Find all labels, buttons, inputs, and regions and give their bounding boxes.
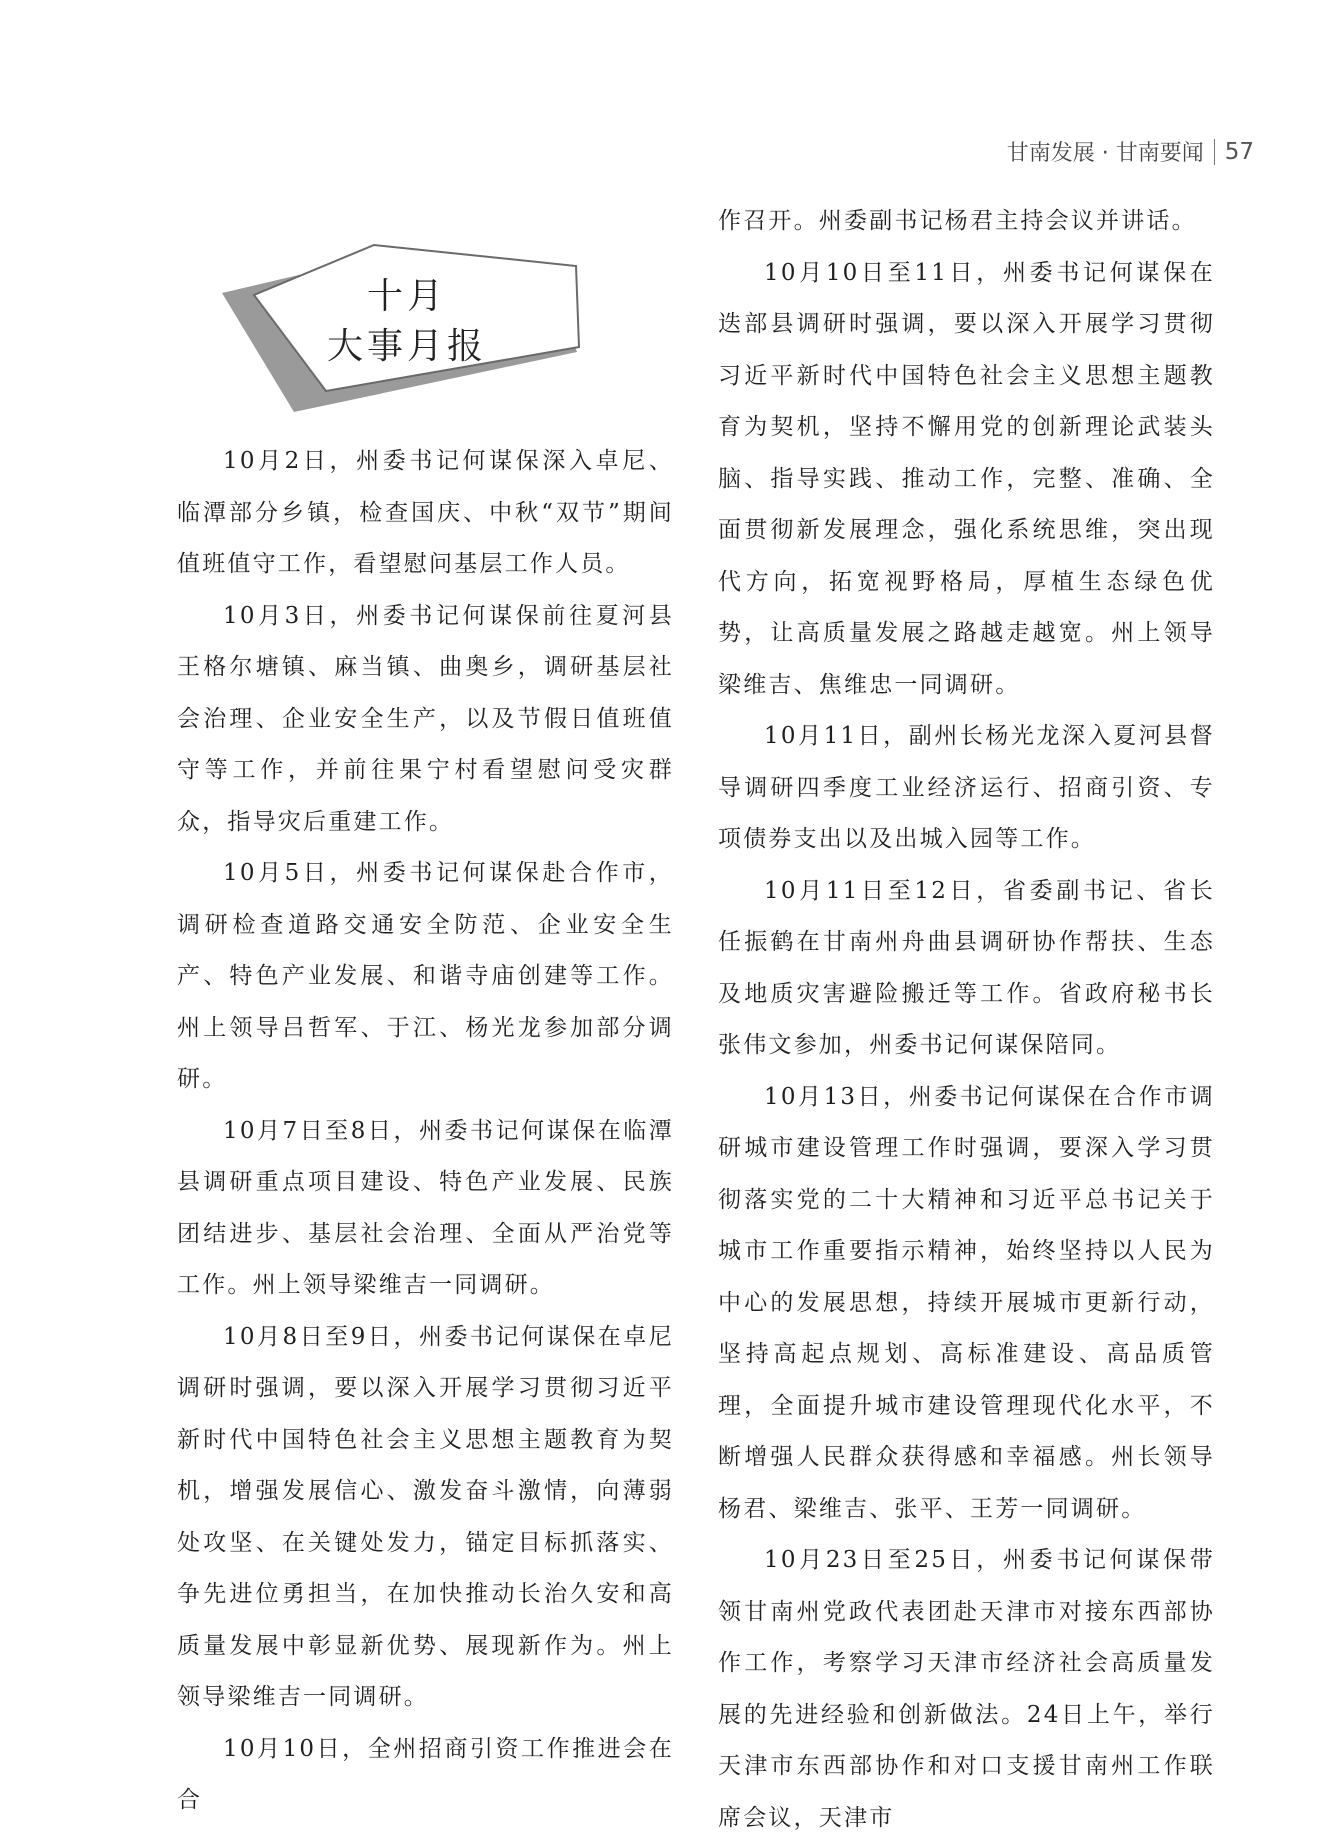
paragraph: 10月10日，全州招商引资工作推进会在合 [177,1735,674,1813]
page-number: 57 [1224,138,1254,165]
paragraph: 10月5日，州委书记何谋保赴合作市，调研检查道路交通安全防范、企业安全生产、特色产业发展、和谐寺庙创建等工作。州上领导吕哲军、于江、杨光龙参加部分调研。 [177,860,674,1092]
paragraph: 10月8日至9日，州委书记何谋保在卓尼调研时强调，要以深入开展学习贯彻习近平新时代中国特色社会主义思想主题教育为契机，增强发展信心、激发奋斗激情，向薄弱处攻坚、在关键处发力，锚定目标抓落实、争先进位勇担当，在加快推动长治久安和高质量发展中彰显新优势、展现新作为。州上领导梁维吉一同调研。 [177,1323,674,1710]
paragraph: 10月13日，州委书记何谋保在合作市调研城市建设管理工作时强调，要深入学习贯彻落实党的二十大精神和习近平总书记关于城市工作重要指示精神，始终坚持以人民为中心的发展思想，持续开展城市更新行动，坚持高起点规划、高标准建设、高品质管理，全面提升城市建设管理现代化水平，不断增强人民群众获得感和幸福感。州长领导杨君、梁维吉、张平、王芳一同调研。 [718,1083,1215,1522]
paragraph: 10月2日，州委书记何谋保深入卓尼、临潭部分乡镇，检查国庆、中秋“双节”期间值班值守工作，看望慰问基层工作人员。 [177,448,674,577]
right-column [718,196,1215,1844]
left-column [177,436,674,1827]
paragraph: 10月7日至8日，州委书记何谋保在临潭县调研重点项目建设、特色产业发展、民族团结进步、基层社会治理、全面从严治党等工作。州上领导梁维吉一同调研。 [177,1117,674,1298]
paragraph: 10月23日至25日，州委书记何谋保带领甘南州党政代表团赴天津市对接东西部协作工作，考察学习天津市经济社会高质量发展的先进经验和创新做法。24日上午，举行天津市东西部协作和对口支援甘南州工作联席会议，天津市 [718,1547,1215,1831]
paragraph-continuation: 作召开。州委副书记杨君主持会议并讲话。 [718,208,1197,234]
title-line-1: 十月 [366,276,447,317]
paragraph: 10月10日至11日，州委书记何谋保在迭部县调研时强调，要以深入开展学习贯彻习近平新时代中国特色社会主义思想主题教育为契机，坚持不懈用党的创新理论武装头脑、指导实践、推动工作，完整、准确、全面贯彻新发展理念，强化系统思维，突出现代方向，拓宽视野格局，厚植生态绿色优势，让高质量发展之路越走越宽。州上领导梁维吉、焦维忠一同调研。 [718,259,1215,698]
title-line-2: 大事月报 [326,326,487,367]
header-separator [1214,139,1215,165]
paragraph: 10月11日至12日，省委副书记、省长任振鹤在甘南州舟曲县调研协作帮扶、生态及地质灾害避险搬迁等工作。省政府秘书长张伟文参加，州委书记何谋保陪同。 [718,877,1215,1058]
running-header [1007,136,1254,167]
section-title: 甘南发展 · 甘南要闻 [1006,141,1204,166]
paragraph: 10月11日，副州长杨光龙深入夏河县督导调研四季度工业经济运行、招商引资、专项债券支出以及出城入园等工作。 [718,723,1215,852]
paragraph: 10月3日，州委书记何谋保前往夏河县王格尔塘镇、麻当镇、曲奥乡，调研基层社会治理、企业安全生产，以及节假日值班值守等工作，并前往果宁村看望慰问受灾群众，指导灾后重建工作。 [177,602,674,835]
